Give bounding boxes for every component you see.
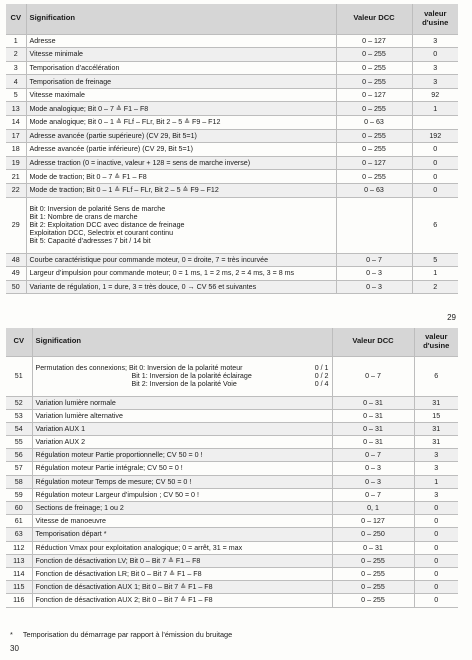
cell-signification: Adresse [26, 34, 336, 48]
cell-signification: Réduction Vmax pour exploitation analogique; 0 = arrêt, 31 = max [32, 541, 332, 554]
cell-signification: Mode de traction; Bit 0 – 1 ≙ FLf – FLr, Bit 2 – 5 ≙ F9 – F12 [26, 184, 336, 198]
cell-dcc-value: 0 – 127 [336, 88, 412, 102]
table-header-row [6, 4, 458, 34]
cell-dcc-value: 0 – 127 [336, 156, 412, 170]
cell-cv: 60 [6, 502, 32, 515]
cell-default-value: 15 [414, 409, 458, 422]
cell-dcc-value: 0 – 7 [336, 253, 412, 267]
cell-cv: 61 [6, 515, 32, 528]
cell-dcc-value: 0 – 127 [332, 515, 414, 528]
cell-cv: 22 [6, 184, 26, 198]
cell-cv: 59 [6, 488, 32, 501]
cell-default-value: 3 [412, 75, 458, 89]
cell-dcc-value: 0 – 31 [332, 436, 414, 449]
table-row-cv-54 [6, 422, 458, 435]
cell-default-value: 0 [412, 184, 458, 198]
table-row-cv-56 [6, 449, 458, 462]
cell-dcc-value: 0 – 3 [336, 267, 412, 281]
cell-default-value: 6 [412, 197, 458, 253]
signification-line: Bit 5: Capacité d’adresses 7 bit / 14 bit [29, 237, 151, 246]
cell-default-value: 0 [414, 541, 458, 554]
cell-signification: Sections de freinage; 1 ou 2 [32, 502, 332, 515]
table-row-cv-59 [6, 488, 458, 501]
table-row-cv-18 [6, 143, 458, 157]
table-row-cv-115 [6, 581, 458, 594]
cell-default-value: 0 [412, 48, 458, 62]
cell-default-value: 3 [414, 488, 458, 501]
cell-signification: Vitesse de manoeuvre [32, 515, 332, 528]
header-dcc-value: Valeur DCC [332, 328, 414, 356]
cell-cv: 115 [6, 581, 32, 594]
footnote-mark: * [10, 630, 13, 639]
cell-dcc-value: 0 – 3 [332, 462, 414, 475]
cell-cv: 63 [6, 528, 32, 541]
cell-dcc-value: 0 – 7 [332, 488, 414, 501]
cell-dcc-value: 0 – 255 [332, 581, 414, 594]
cell-cv: 18 [6, 143, 26, 157]
cell-signification: Vitesse minimale [26, 48, 336, 62]
table-row-cv-57 [6, 462, 458, 475]
cell-cv: 29 [6, 197, 26, 253]
cell-cv: 49 [6, 267, 26, 281]
table-row-cv-29 [6, 197, 458, 253]
table-row-cv-52 [6, 396, 458, 409]
cell-dcc-value: 0 – 255 [336, 143, 412, 157]
cell-dcc-value [336, 197, 412, 253]
cell-default-value: 31 [414, 436, 458, 449]
cell-cv: 50 [6, 280, 26, 294]
cell-default-value [412, 116, 458, 130]
cell-signification: Fonction de désactivation LR; Bit 0 – Bit 7 ≙ F1 – F8 [32, 567, 332, 580]
cell-default-value: 3 [414, 449, 458, 462]
table-row-cv-14 [6, 116, 458, 130]
cell-default-value: 0 [414, 515, 458, 528]
cell-cv: 14 [6, 116, 26, 130]
cell-default-value: 31 [414, 396, 458, 409]
cell-default-value: 0 [414, 554, 458, 567]
table-row-cv-3 [6, 61, 458, 75]
table-row-cv-17 [6, 129, 458, 143]
perm-value-1: 0 / 2 [314, 371, 329, 380]
table-row-cv-1 [6, 34, 458, 48]
page-number-30: 30 [10, 644, 19, 653]
cell-cv: 19 [6, 156, 26, 170]
cell-dcc-value: 0 – 31 [332, 409, 414, 422]
header-signification: Signification [26, 4, 336, 34]
table-row-cv-51 [6, 356, 458, 396]
cell-dcc-value: 0 – 250 [332, 528, 414, 541]
cell-cv: 58 [6, 475, 32, 488]
cell-dcc-value: 0 – 255 [336, 48, 412, 62]
cell-default-value: 0 [414, 502, 458, 515]
cell-signification: Largeur d’impulsion pour commande moteur; 0 = 1 ms, 1 = 2 ms, 2 = 4 ms, 3 = 8 ms [26, 267, 336, 281]
table-row-cv-2 [6, 48, 458, 62]
cv-table-2 [6, 328, 458, 608]
cell-cv: 54 [6, 422, 32, 435]
header-default-value [414, 328, 458, 356]
cell-dcc-value: 0 – 255 [336, 170, 412, 184]
signification-line: Exploitation DCC, Selectrix et courant continu [29, 229, 174, 238]
cell-cv: 4 [6, 75, 26, 89]
cell-signification: Temporisation de freinage [26, 75, 336, 89]
table-row-cv-21 [6, 170, 458, 184]
table-row-cv-114 [6, 567, 458, 580]
cell-signification: Temporisation d’accélération [26, 61, 336, 75]
header-default-line1: valeur [425, 332, 448, 342]
table-row-cv-116 [6, 594, 458, 607]
cell-default-value: 0 [414, 528, 458, 541]
cell-cv: 56 [6, 449, 32, 462]
cell-dcc-value: 0 – 255 [332, 567, 414, 580]
cell-signification: Mode analogique; Bit 0 – 7 ≙ F1 – F8 [26, 102, 336, 116]
cell-dcc-value: 0 – 255 [336, 129, 412, 143]
cell-cv: 53 [6, 409, 32, 422]
header-cv: CV [6, 4, 26, 34]
cell-default-value: 3 [414, 462, 458, 475]
cell-default-value: 92 [412, 88, 458, 102]
table-row-cv-4 [6, 75, 458, 89]
cell-default-value: 2 [412, 280, 458, 294]
cell-signification: Variation AUX 2 [32, 436, 332, 449]
perm-value-0: 0 / 1 [314, 363, 329, 372]
cell-default-value: 0 [412, 170, 458, 184]
header-default-line2: d'usine [423, 340, 450, 350]
cell-dcc-value: 0 – 63 [336, 184, 412, 198]
cell-default-value: 1 [412, 102, 458, 116]
signification-line: Bit 1: Nombre de crans de marche [29, 212, 138, 221]
cell-default-value: 0 [414, 581, 458, 594]
table-row-cv-48 [6, 253, 458, 267]
cell-default-value: 192 [412, 129, 458, 143]
cell-signification: Adresse avancée (partie supérieure) (CV 29, Bit 5=1) [26, 129, 336, 143]
footnote-text: Temporisation du démarrage par rapport à l’émission du bruitage [22, 630, 233, 639]
table-row-cv-58 [6, 475, 458, 488]
table-header-row [6, 328, 458, 356]
table-row-cv-5 [6, 88, 458, 102]
cell-dcc-value: 0, 1 [332, 502, 414, 515]
cell-signification: Fonction de désactivation LV; Bit 0 – Bit 7 ≙ F1 – F8 [32, 554, 332, 567]
cell-dcc-value: 0 – 31 [332, 541, 414, 554]
cell-cv: 13 [6, 102, 26, 116]
table-row-cv-49 [6, 267, 458, 281]
cell-signification: Variante de régulation, 1 = dure, 3 = très douce, 0 → CV 56 et suivantes [26, 280, 336, 294]
table-row-cv-19 [6, 156, 458, 170]
table-row-cv-112 [6, 541, 458, 554]
header-default-line1: valeur [424, 9, 447, 19]
cell-signification: Adresse traction (0 = inactive, valeur + 128 = sens de marche inverse) [26, 156, 336, 170]
header-cv: CV [6, 328, 32, 356]
cell-signification: Fonction de désactivation AUX 2; Bit 0 – Bit 7 ≙ F1 – F8 [32, 594, 332, 607]
table-row-cv-63 [6, 528, 458, 541]
cell-default-value: 1 [414, 475, 458, 488]
cell-cv: 112 [6, 541, 32, 554]
table-row-cv-50 [6, 280, 458, 294]
cell-signification: Régulation moteur Largeur d’impulsion ; CV 50 = 0 ! [32, 488, 332, 501]
cell-dcc-value: 0 – 255 [332, 554, 414, 567]
cell-default-value: 0 [414, 594, 458, 607]
cell-dcc-value: 0 – 3 [336, 280, 412, 294]
table-row-cv-113 [6, 554, 458, 567]
cell-cv: 114 [6, 567, 32, 580]
cell-dcc-value: 0 – 31 [332, 422, 414, 435]
cell-default-value: 5 [412, 253, 458, 267]
cell-cv: 2 [6, 48, 26, 62]
cell-default-value: 3 [412, 61, 458, 75]
cell-signification: Régulation moteur Partie intégrale; CV 50 = 0 ! [32, 462, 332, 475]
cell-signification: Fonction de désactivation AUX 1; Bit 0 – Bit 7 ≙ F1 – F8 [32, 581, 332, 594]
table-row-cv-53 [6, 409, 458, 422]
cell-dcc-value: 0 – 7 [332, 449, 414, 462]
cell-default-value: 0 [414, 567, 458, 580]
cell-cv: 57 [6, 462, 32, 475]
cell-cv: 3 [6, 61, 26, 75]
perm-value-2: 0 / 4 [314, 380, 329, 389]
cell-signification: Courbe caractéristique pour commande moteur, 0 = droite, 7 = très incurvée [26, 253, 336, 267]
cell-cv: 21 [6, 170, 26, 184]
cell-dcc-value: 0 – 255 [336, 102, 412, 116]
cell-dcc-value: 0 – 255 [332, 594, 414, 607]
cell-cv: 55 [6, 436, 32, 449]
signification-line: Bit 0: Inversion de polarité Sens de marche [29, 204, 166, 213]
cell-default-value: 31 [414, 422, 458, 435]
cv-table-1 [6, 4, 458, 294]
cell-cv: 5 [6, 88, 26, 102]
cell-signification [26, 197, 336, 253]
cell-signification: Variation lumière normale [32, 396, 332, 409]
cell-default-value: 0 [412, 143, 458, 157]
cell-default-value: 0 [412, 156, 458, 170]
header-default-value [412, 4, 458, 34]
cell-dcc-value: 0 – 31 [332, 396, 414, 409]
cell-cv: 51 [6, 356, 32, 396]
cell-signification: Mode analogique; Bit 0 – 1 ≙ FLf – FLr, Bit 2 – 5 ≙ F9 – F12 [26, 116, 336, 130]
signification-line: Bit 2: Exploitation DCC avec distance de freinage [29, 221, 185, 230]
cell-dcc-value: 0 – 63 [336, 116, 412, 130]
cell-signification: Vitesse maximale [26, 88, 336, 102]
header-signification: Signification [32, 328, 332, 356]
cell-signification: Variation AUX 1 [32, 422, 332, 435]
cell-signification: Adresse avancée (partie inférieure) (CV 29, Bit 5=1) [26, 143, 336, 157]
cell-signification: Régulation moteur Partie proportionnelle; CV 50 = 0 ! [32, 449, 332, 462]
cell-dcc-value: 0 – 127 [336, 34, 412, 48]
footnote [10, 630, 232, 639]
cell-cv: 113 [6, 554, 32, 567]
cell-cv: 116 [6, 594, 32, 607]
cell-default-value: 1 [412, 267, 458, 281]
cell-dcc-value: 0 – 255 [336, 61, 412, 75]
cell-dcc-value: 0 – 3 [332, 475, 414, 488]
cell-signification: Variation lumière alternative [32, 409, 332, 422]
header-dcc-value: Valeur DCC [336, 4, 412, 34]
header-default-line2: d'usine [422, 17, 449, 27]
perm-line-1: Bit 1: Inversion de la polarité éclairage [131, 371, 252, 380]
cell-default-value: 6 [414, 356, 458, 396]
perm-line-2: Bit 2: Inversion de la polarité Voie [131, 380, 237, 389]
cell-cv: 48 [6, 253, 26, 267]
cell-signification [32, 356, 332, 396]
cell-cv: 17 [6, 129, 26, 143]
table-row-cv-55 [6, 436, 458, 449]
cell-signification: Régulation moteur Temps de mesure; CV 50 = 0 ! [32, 475, 332, 488]
cell-cv: 1 [6, 34, 26, 48]
perm-line-0: Permutation des connexions; Bit 0: Inversion de la polarité moteur [35, 363, 243, 372]
table-row-cv-22 [6, 184, 458, 198]
table-row-cv-60 [6, 502, 458, 515]
table-row-cv-61 [6, 515, 458, 528]
table-row-cv-13 [6, 102, 458, 116]
page-number-29: 29 [447, 313, 456, 322]
cell-dcc-value: 0 – 7 [332, 356, 414, 396]
cell-default-value: 3 [412, 34, 458, 48]
cell-dcc-value: 0 – 255 [336, 75, 412, 89]
cell-cv: 52 [6, 396, 32, 409]
cell-signification: Temporisation départ * [32, 528, 332, 541]
cell-signification: Mode de traction; Bit 0 – 7 ≙ F1 – F8 [26, 170, 336, 184]
